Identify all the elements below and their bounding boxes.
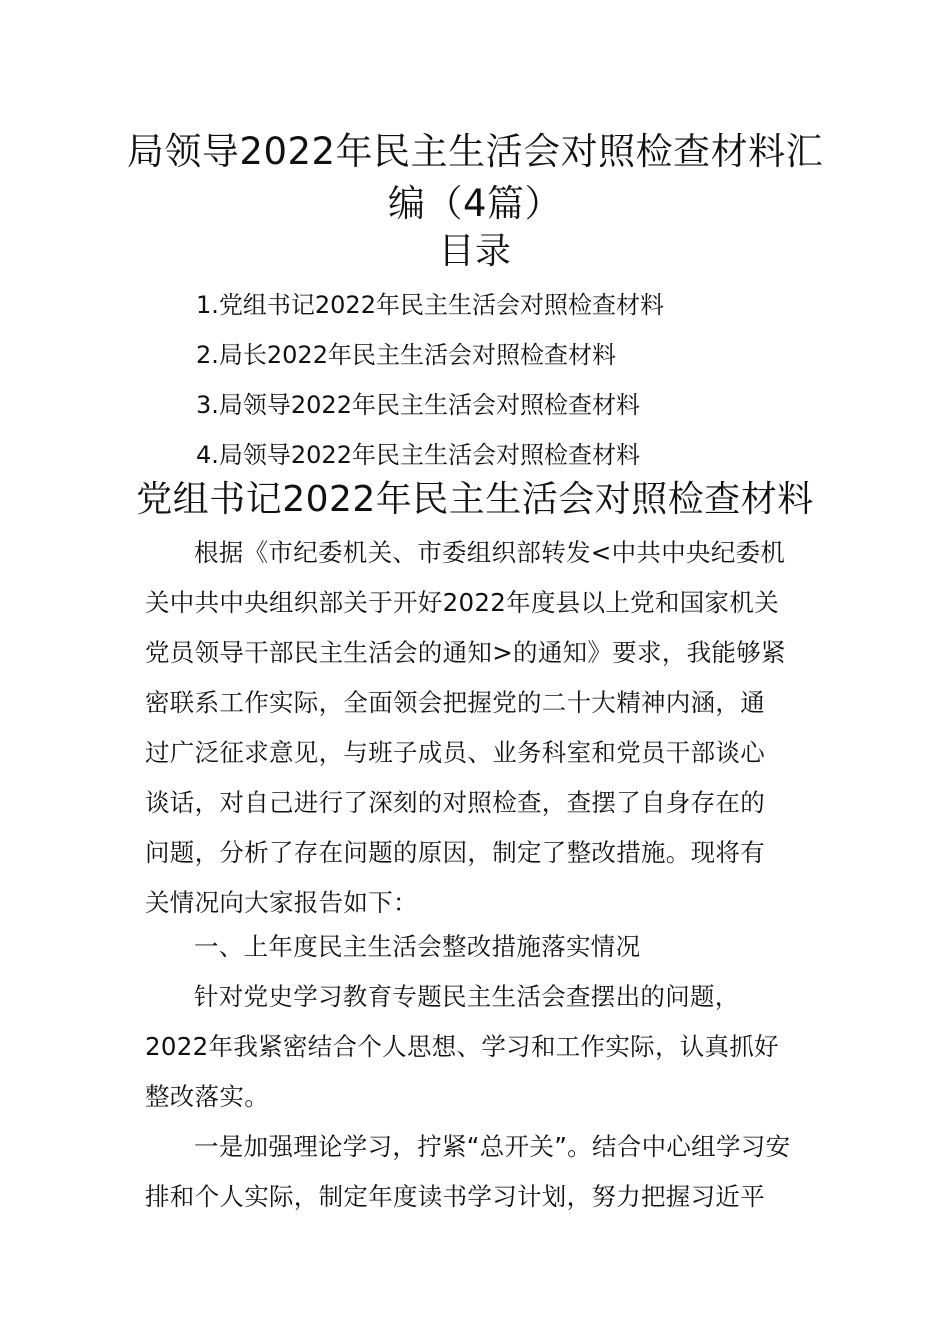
paragraph-line: 党员领导干部民主生活会的通知>的通知》要求，我能够紧 [145,638,786,667]
section-heading-1-block [145,922,835,972]
table-of-contents [196,280,664,480]
paragraph-line: 根据《市纪委机关、市委组织部转发<中共中央纪委机 [194,538,786,567]
toc-item[interactable]: 3.局领导2022年民主生活会对照检查材料 [196,391,640,419]
paragraph-line: 密联系工作实际，全面领会把握党的二十大精神内涵，通 [145,688,765,717]
toc-item[interactable]: 1.党组书记2022年民主生活会对照检查材料 [196,291,664,319]
paragraph-line: 问题，分析了存在问题的原因，制定了整改措施。现将有 [145,838,765,867]
paragraph-rectification [145,972,835,1122]
section-title: 党组书记2022年民主生活会对照检查材料 [136,479,814,520]
paragraph-line: 针对党史学习教育专题民主生活会查摆出的问题， [194,982,740,1011]
toc-item[interactable]: 2.局长2022年民主生活会对照检查材料 [196,341,616,369]
paragraph-line: 关中共中央组织部关于开好2022年度县以上党和国家机关 [145,588,779,617]
paragraph-line: 过广泛征求意见，与班子成员、业务科室和党员干部谈心 [145,738,765,767]
paragraph-line: 一是加强理论学习，拧紧“总开关”。结合中心组学习安 [194,1132,791,1161]
toc-item[interactable]: 4.局领导2022年民主生活会对照检查材料 [196,441,640,469]
paragraph-intro [145,528,835,928]
section-heading-1: 一、上年度民主生活会整改措施落实情况 [194,932,641,961]
paragraph-theory-study [145,1122,835,1222]
paragraph-line: 关情况向大家报告如下： [145,888,418,917]
paragraph-line: 谈话，对自己进行了深刻的对照检查，查摆了自身存在的 [145,788,765,817]
paragraph-line: 2022年我紧密结合个人思想、学习和工作实际，认真抓好 [145,1032,779,1061]
document-title-line1: 局领导2022年民主生活会对照检查材料汇 [126,130,824,173]
paragraph-line: 整改落实。 [145,1082,269,1111]
paragraph-line: 排和个人实际，制定年度读书学习计划，努力把握习近平 [145,1182,765,1211]
document-title-line2: 编（4篇） [387,182,563,225]
toc-heading: 目录 [438,231,512,272]
